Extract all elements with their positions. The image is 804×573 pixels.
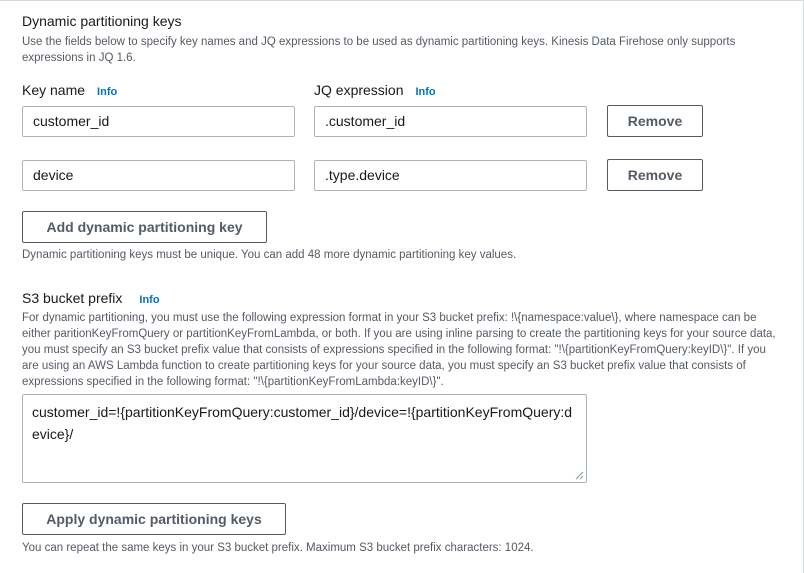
s3-prefix-header [22,290,160,308]
partitioning-keys-description: Use the fields below to specify key names and JQ expressions to be used as dynamic partitioning keys. Kinesis Data Firehose only supports expressions in JQ 1.6. [22,36,736,64]
partitioning-keys-title: Dynamic partitioning keys [22,13,182,29]
apply-partitioning-keys-button[interactable]: Apply dynamic partitioning keys [22,503,286,535]
s3-prefix-constraint: You can repeat the same keys in your S3 bucket prefix. Maximum S3 bucket prefix characters: 1024. [22,542,534,554]
add-partitioning-key-button[interactable]: Add dynamic partitioning key [22,211,267,243]
remove-button[interactable]: Remove [607,105,703,137]
remove-button[interactable]: Remove [607,159,703,191]
key-name-info-link[interactable]: Info [97,86,118,98]
s3-prefix-textarea[interactable] [22,394,587,483]
key-name-input[interactable]: device [22,160,295,191]
s3-prefix-description: For dynamic partitioning, you must use the following expression format in your S3 bucket prefix: !\{namespace:value\}, where namespace can be either paritionKeyFromQuery or partitionKeyFromLambda, or both. If you are using inline parsing to create the partitioning keys for your source data, you must specify an S3 bucket prefix value that consists of expressions specified in the following format: "!\{partitionKeyFromQuery:keyID\}". If you are using an AWS Lambda function to create partitioning keys for your source data, you must specify an S3 bucket prefix value that consists of expressions specified in the following format: "!\{partitionKeyFromLambda:keyID\}". [22,312,776,388]
s3-prefix-value: customer_id=!{partitionKeyFromQuery:customer_id}/device=!{partitionKeyFromQuery:device}/ [32,404,573,442]
jq-expression-label: JQ expression [314,82,404,98]
jq-expression-info-link[interactable]: Info [415,86,436,98]
key-name-input[interactable]: customer_id [22,106,295,137]
s3-prefix-label: S3 bucket prefix [22,290,123,306]
jq-expression-input[interactable]: .type.device [314,160,587,191]
partitioning-keys-constraint: Dynamic partitioning keys must be unique. You can add 48 more dynamic partitioning key values. [22,249,517,261]
container-top-border [0,0,804,1]
key-name-header [22,82,117,100]
key-name-label: Key name [22,82,86,98]
resize-handle-icon[interactable] [575,471,584,480]
jq-expression-input[interactable]: .customer_id [314,106,587,137]
jq-expression-header [314,82,436,100]
s3-prefix-info-link[interactable]: Info [139,294,160,306]
